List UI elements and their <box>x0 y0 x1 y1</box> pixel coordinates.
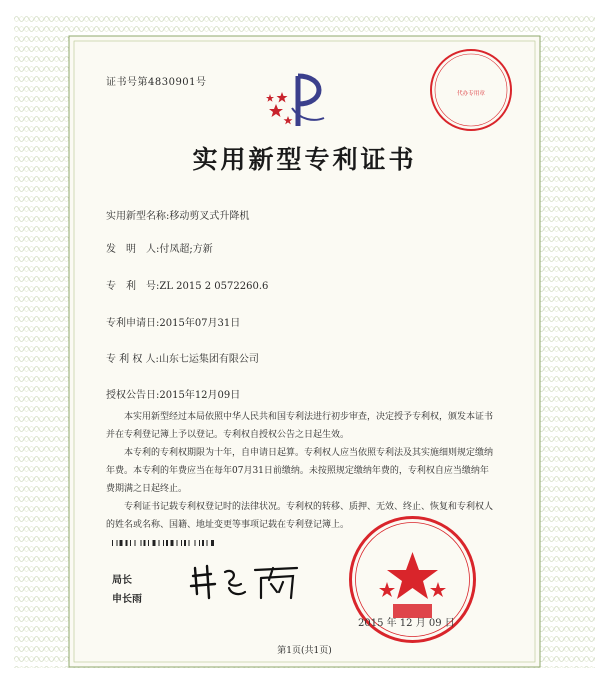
field-label: 发 明 人: <box>106 244 160 255</box>
field-label: 授权公告日: <box>106 390 160 401</box>
page-number: 第1页(共1页) <box>277 646 332 656</box>
field-label: 实用新型名称: <box>106 211 170 222</box>
svg-text:代办专用章: 代办专用章 <box>457 91 485 97</box>
patent-office-logo <box>262 70 334 130</box>
body-paragraph: 专利证书记载专利权登记时的法律状况。专利权的转移、质押、无效、终止、恢复和专利权人的姓名或名称、国籍、地址变更等事项记载在专利登记簿上。 <box>106 502 494 530</box>
field-grant-date <box>106 386 240 401</box>
field-patentee <box>106 350 259 365</box>
field-value: 山东七运集团有限公司 <box>158 354 259 365</box>
handwritten-signature <box>185 558 305 603</box>
field-label: 专 利 权 人: <box>106 354 159 365</box>
certificate-number: 证书号第4830901号 <box>106 77 207 88</box>
signatory-title: 局长 <box>112 575 132 586</box>
field-utility-model-name <box>106 207 249 222</box>
field-application-date <box>106 314 240 329</box>
field-value: 移动剪叉式升降机 <box>169 211 250 222</box>
field-patent-number <box>106 277 268 292</box>
field-value: 2015年07月31日 <box>159 318 241 329</box>
field-value: 2015年12月09日 <box>159 390 241 401</box>
field-inventors <box>106 240 213 255</box>
field-label: 专 利 号: <box>106 281 160 292</box>
body-paragraph: 本实用新型经过本局依照中华人民共和国专利法进行初步审查，决定授予专利权，颁发本证书并在专利登记簿上予以登记。专利权自授权公告之日起生效。 <box>106 412 494 440</box>
body-paragraph: 本专利的专利权期限为十年，自申请日起算。专利权人应当依照专利法及其实施细则规定缴纳年费。本专利的年费应当在每年07月31日前缴纳。未按照规定缴纳年费的，专利权自应当缴纳年费期满之日起终止。 <box>106 448 494 494</box>
signatory-name: 申长雨 <box>112 594 142 605</box>
field-label: 专利申请日: <box>106 318 160 329</box>
barcode <box>112 540 249 546</box>
certificate-title: 实用新型专利证书 <box>192 145 417 174</box>
field-value: ZL 2015 2 0572260.6 <box>159 281 269 292</box>
field-value: 付凤超;方新 <box>159 244 213 255</box>
agency-seal-small <box>426 45 516 135</box>
seal-date: 2015 年 12 月 09 日 <box>358 618 455 629</box>
